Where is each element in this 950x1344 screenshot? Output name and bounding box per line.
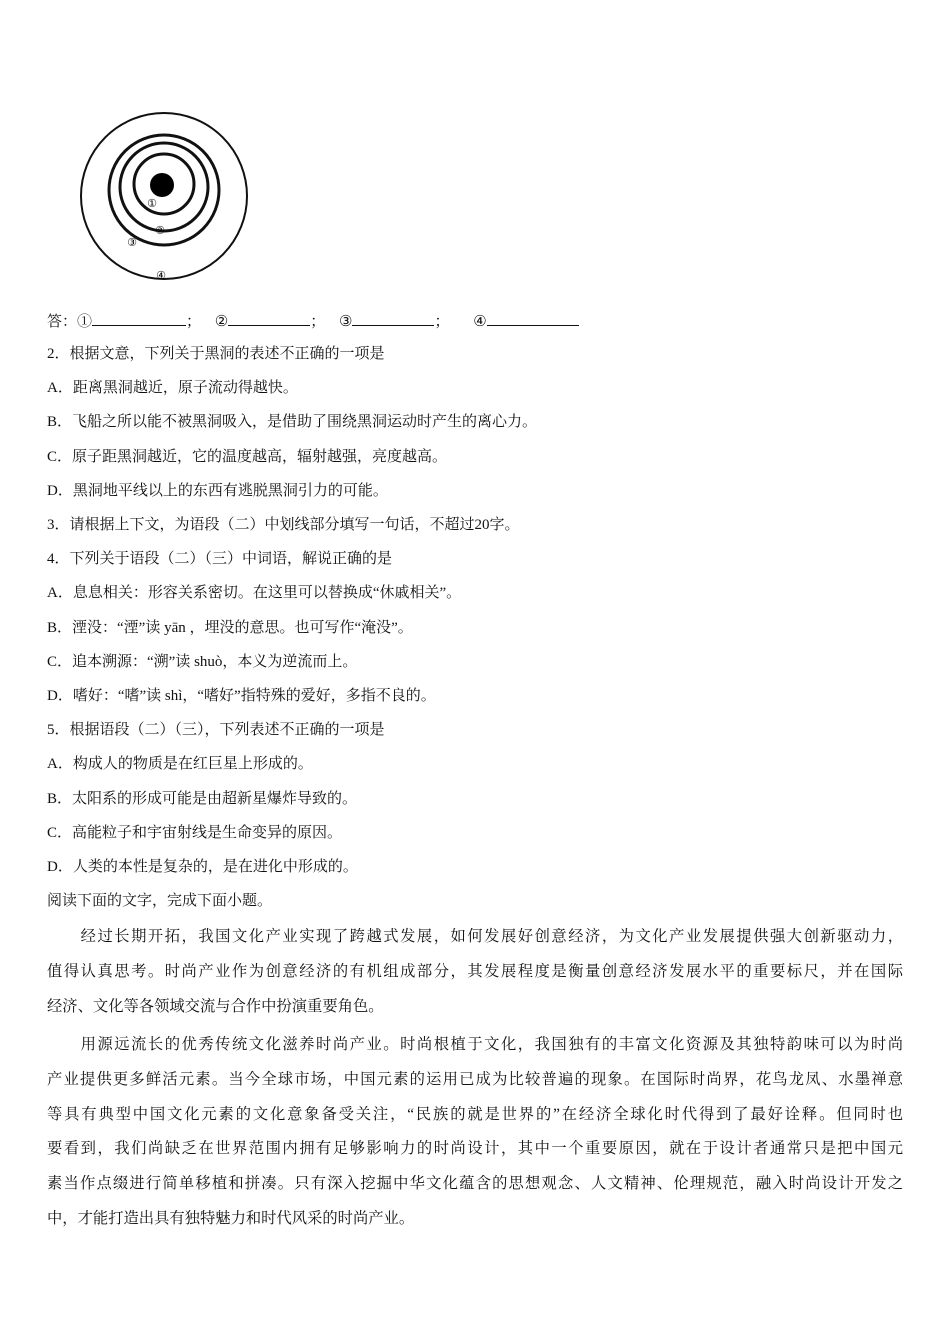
passage-line: 产业提供更多鲜活元素。当今全球市场，中国元素的运用已成为比较普遍的现象。在国际时尚界，花鸟龙凤、水墨禅意: [47, 1070, 903, 1088]
label-2: ②: [155, 225, 165, 237]
passage-line: 值得认真思考。时尚产业作为创意经济的有机组成部分，其发展程度是衡量创意经济发展水平的重要标尺，并在国际: [47, 962, 903, 980]
question-line: 5．根据语段（二）（三），下列表述不正确的一项是: [47, 722, 385, 739]
answer-blank-1[interactable]: [92, 311, 186, 326]
question-line: 4．下列关于语段（二）（三）中词语，解说正确的是: [47, 551, 393, 568]
label-3: ③: [127, 237, 137, 249]
answer-prefix: 答：: [47, 314, 78, 330]
blank-label-3: ③: [339, 314, 353, 330]
sep: ；: [434, 314, 450, 330]
question-line: 3．请根据上下文，为语段（二）中划线部分填写一句话，不超过20字。: [47, 517, 520, 533]
reading-instruction: 阅读下面的文字，完成下面小题。: [47, 893, 273, 910]
question-line: D．人类的本性是复杂的，是在进化中形成的。: [47, 859, 358, 875]
passage-line: 要看到，我们尚缺乏在世界范围内拥有足够影响力的时尚设计，其中一个重要原因，就在于设计者通常只是把中国元: [47, 1140, 903, 1158]
question-line: A．构成人的物质是在红巨星上形成的。: [47, 756, 313, 773]
passage-line: 等具有典型中国文化元素的文化意象备受关注，“民族的就是世界的”在经济全球化时代得到了最好诠释。但同时也: [47, 1105, 903, 1123]
blank-label-1: ①: [77, 314, 93, 330]
label-4: ④: [156, 270, 166, 282]
question-line: C．高能粒子和宇宙射线是生命变异的原因。: [47, 824, 343, 841]
blank-label-4: ④: [473, 314, 487, 330]
passage-line: 用源远流长的优秀传统文化滋养时尚产业。时尚根植于文化，我国独有的丰富文化资源及其独特韵味可以为时尚: [47, 1036, 903, 1053]
question-line: C．原子距黑洞越近，它的温度越高，辐射越强，亮度越高。: [47, 448, 448, 465]
question-line: D．嗜好：“嗜”读 shì，“嗜好”指特殊的爱好，多指不良的。: [47, 688, 436, 704]
question-line: A．距离黑洞越近，原子流动得越快。: [47, 380, 298, 397]
question-line: 2．根据文意，下列关于黑洞的表述不正确的一项是: [47, 346, 385, 362]
black-hole-diagram: [0, 0, 300, 300]
question-line: C．追本溯源：“溯”读 shuò，本义为逆流而上。: [47, 653, 358, 670]
answer-blank-3[interactable]: [352, 311, 434, 326]
passage-line: 中，才能打造出具有独特魅力和时代风采的时尚产业。: [47, 1210, 415, 1227]
question-line: B．飞船之所以能不被黑洞吸入，是借助了围绕黑洞运动时产生的离心力。: [47, 414, 538, 431]
answer-blank-2[interactable]: [228, 311, 310, 326]
sep: ；: [186, 314, 202, 330]
passage-line: 经济、文化等各领域交流与合作中扮演重要角色。: [47, 997, 384, 1015]
answer-blank-4[interactable]: [487, 311, 579, 326]
sep: ；: [310, 314, 326, 330]
question-line: B．湮没：“湮”读 yān ，埋没的意思。也可写作“淹没”。: [47, 619, 413, 636]
passage-line: 素当作点缀进行简单移植和拼凑。只有深入挖掘中华文化蕴含的思想观念、人文精神、伦理规范，融入时尚设计开发之: [47, 1175, 903, 1193]
label-1: ①: [147, 198, 157, 210]
black-hole-core: [150, 173, 174, 197]
question-line: B．太阳系的形成可能是由超新星爆炸导致的。: [47, 790, 358, 807]
question-line: A．息息相关：形容关系密切。在这里可以替换成“休戚相关”。: [47, 585, 462, 602]
answer-line: [47, 311, 579, 332]
question-line: D．黑洞地平线以上的东西有逃脱黑洞引力的可能。: [47, 482, 388, 499]
blank-label-2: ②: [214, 314, 229, 330]
passage-line: 经过长期开拓，我国文化产业实现了跨越式发展，如何发展好创意经济，为文化产业发展提供强大创新驱动力，: [47, 928, 903, 945]
